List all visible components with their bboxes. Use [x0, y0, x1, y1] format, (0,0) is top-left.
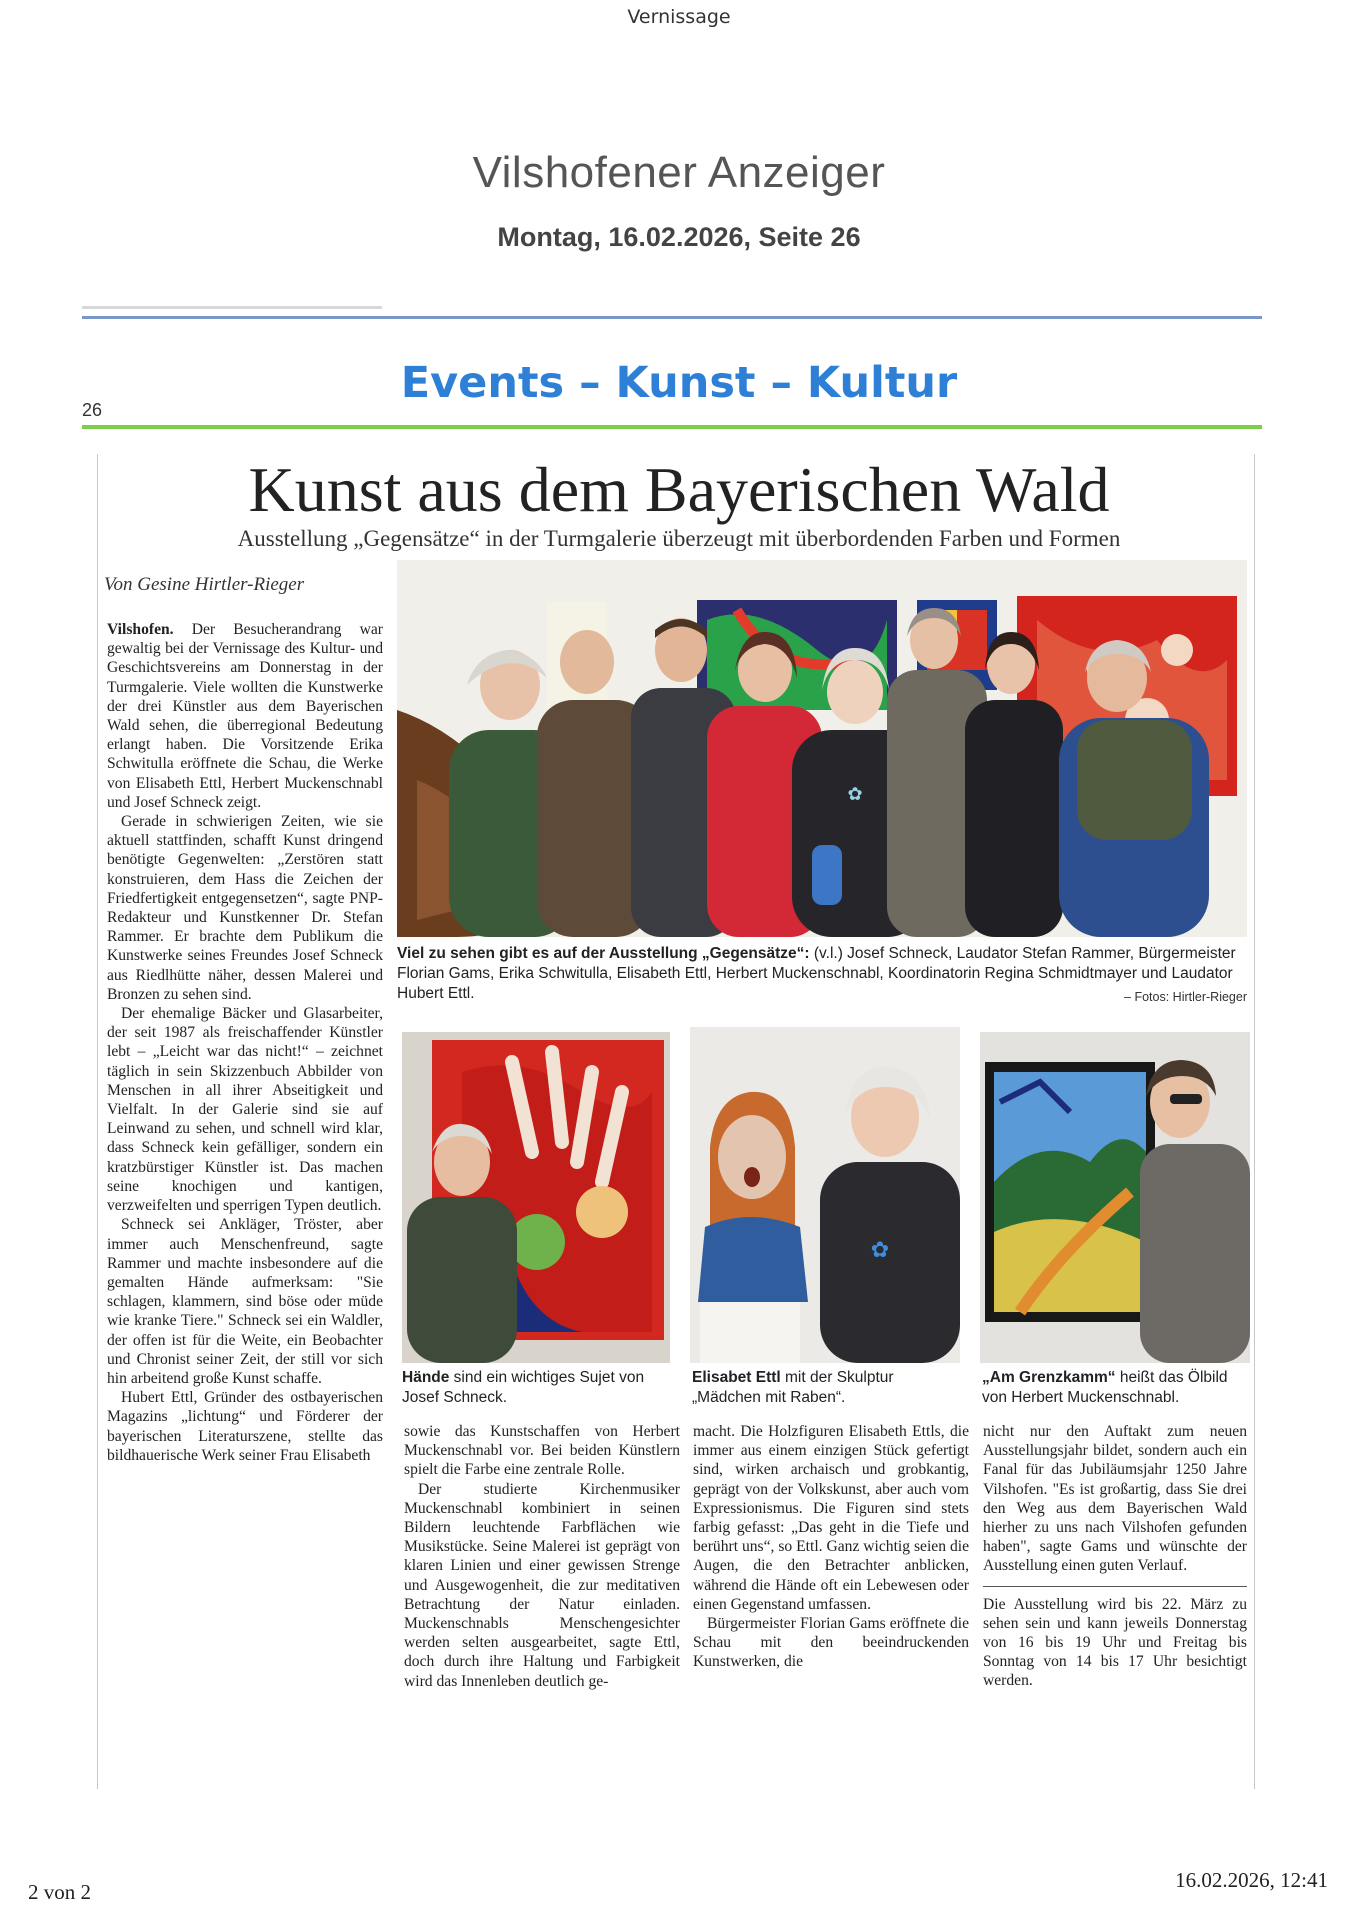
paragraph: Bürgermeister Florian Gams eröffnete die Schau mit den beeindruckenden Kunstwerken, die: [693, 1615, 969, 1671]
page-count: 2 von 2: [28, 1880, 91, 1904]
info-divider: [983, 1586, 1247, 1587]
group-photo: [397, 560, 1247, 937]
faint-rule: [82, 306, 382, 309]
print-timestamp: 16.02.2026, 12:41: [1175, 1868, 1328, 1892]
paragraph: Hubert Ettl, Gründer des ostbayerischen Magazins „lichtung“ und Förderer der bayerischen Literaturszene, stellte das bildhauerische Werk seiner Frau Elisabeth: [107, 1389, 383, 1464]
article-frame-left: [97, 454, 98, 1789]
article-subheadline: Ausstellung „Gegensätze“ in der Turmgalerie überzeugt mit überbordenden Farben und Formen: [237, 526, 1121, 551]
issue-date-line: Montag, 16.02.2026, Seite 26: [497, 222, 861, 252]
photo-muckenschnabl: [980, 1032, 1250, 1363]
photo-credit: – Fotos: Hirtler-Rieger: [1124, 990, 1247, 1004]
ettl-caption-text: mit der Skulptur „Mädchen mit Raben“.: [692, 1369, 894, 1406]
exhibition-info: Die Ausstellung wird bis 22. März zu sehen sein und kann jeweils Donnerstag von 16 bis 19 Uhr und Freitag bis Sonntag von 14 bis 17 Uhr besichtigt werden.: [983, 1595, 1247, 1690]
ettl-caption-lead: Elisabet Ettl: [692, 1369, 781, 1386]
article-column-2: [404, 1422, 680, 1691]
photo-ettl: [690, 1027, 960, 1363]
schneck-caption-lead: Hände: [402, 1369, 450, 1386]
paragraph: Der ehemalige Bäcker und Glasarbeiter, der seit 1987 als freischaffender Künstler lebt – „Leicht war das nicht!“ – zeichnet täglich in sein Skizzenbuch Abbilder von Menschen in all ihrer Abseitigkeit und Vielfalt. In der Galerie sind sie auf Leinwand zu sehen, und schnell wird klar, dass Schneck kein gefälliger, sondern ein kratzbürstiger Künstler ist. Das machen seine knochigen und kantigen, verzweifelten und sperrigen Typen deutlich.: [107, 1005, 383, 1215]
article-frame-right: [1254, 454, 1255, 1789]
svg-text:✿: ✿: [847, 784, 863, 805]
article-column-4: [983, 1422, 1247, 1691]
group-caption-text: (v.l.) Josef Schneck, Laudator Stefan Rammer, Bürgermeister Florian Gams, Erika Schwitulla, Elisabeth Ettl, Herbert Muckenschnabl, Koordinatorin Regina Schmidtmayer und Laudator Hubert Ettl.: [397, 945, 1236, 1002]
photo-schneck-caption: [402, 1368, 670, 1408]
paragraph-text: Der Besucherandrang war gewaltig bei der Vernissage des Kultur- und Geschichtsvereins am Donnerstag in der Turmgalerie. Viele wollten die Kunstwerke der drei Künstler aus dem Bayerischen Wald sehen, die überregional Bedeutung erlangt haben. Die Vorsitzende Erika Schwitulla eröffnete die Schau, die Werke von Elisabeth Ettl, Herbert Muckenschnabl und Josef Schneck zeigt.: [107, 621, 383, 811]
paragraph: [107, 620, 383, 812]
photo-ettl-caption: [692, 1368, 960, 1408]
photo-muckenschnabl-caption: [982, 1368, 1250, 1408]
paragraph: Gerade in schwierigen Zeiten, wie sie aktuell stattfinden, schafft Kunst dringend benötigte Gegenwelten: „Zerstören statt konstruieren, dem Hass die Zeichen der Friedfertigkeit entgegensetzen“, sagte PNP-Redakteur und Kunstkenner Dr. Stefan Rammer. Er brachte dem Publikum die Kunstwerke seines Freundes Josef Schneck aus Riedlhütte näher, dessen Malerei und Bronzen zu sehen sind.: [107, 813, 383, 1003]
paragraph: nicht nur den Auftakt zum neuen Ausstellungsjahr bildet, sondern auch ein Fanal für das Jubiläumsjahr 1250 Jahre Vilshofen. "Es ist großartig, dass Sie drei den Weg aus dem Bayerischen Wald hierher zu uns nach Vilshofen gefunden haben", sagte Gams und wünschte der Ausstellung einen guten Verlauf.: [983, 1423, 1247, 1575]
muckenschnabl-caption-lead: „Am Grenzkamm“: [982, 1369, 1116, 1386]
page-number: 26: [82, 400, 103, 420]
svg-text:✿: ✿: [870, 1238, 890, 1263]
photo-schneck: [402, 1032, 670, 1363]
group-photo-caption: [397, 944, 1247, 1004]
paragraph: Schneck sei Ankläger, Tröster, aber immer auch Menschenfreund, sagte Rammer und machte insbesondere auf die gemalten Hände aufmerksam: "Sie schlagen, klammern, sind böse oder müde wie kranke Tiere." Schneck sei ein Waldler, der offen ist für die Weite, ein Beobachter und Chronist seiner Zeit, der still vor sich hin arbeitend große Kunst schaffe.: [107, 1216, 383, 1387]
blue-rule: [82, 316, 1262, 319]
dateline: Vilshofen.: [107, 621, 174, 638]
schneck-caption-text: sind ein wichtiges Sujet von Josef Schneck.: [402, 1369, 645, 1406]
article-byline: Von Gesine Hirtler-Rieger: [104, 574, 305, 595]
print-header: Vernissage: [627, 6, 731, 28]
section-rubric: Events – Kunst – Kultur: [400, 358, 958, 408]
paragraph: macht. Die Holzfiguren Elisabeth Ettls, die immer aus einem einzigen Stück gefertigt sind, wirken archaisch und grobkantig, geprägt von der Volkskunst, aber auch vom Expressionismus. Die Figuren sind stets farbig gefasst: „Das geht in die Tiefe und berührt uns“, so Ettl. Ganz wichtig seien die Augen, die den Betrachter anblicken, während die Hände oft ein Lebewesen oder einen Gegenstand umfassen.: [693, 1423, 969, 1613]
green-rule: [82, 425, 1262, 429]
paragraph: sowie das Kunstschaffen von Herbert Muckenschnabl vor. Bei beiden Künstlern spielt die Farbe eine zentrale Rolle.: [404, 1423, 680, 1479]
paragraph: Der studierte Kirchenmusiker Muckenschnabl kombiniert in seinen Bildern leuchtende Farbflächen wie Musikstücke. Seine Malerei ist geprägt von klaren Linien und einer gewissen Strenge und Ausgewogenheit, die zur meditativen Betrachtung der Natur einladen. Muckenschnabls Menschengesichter werden selten ausgearbeitet, sagte Ettl, doch durch ihre Haltung und Farbigkeit wird das Innenleben deutlich ge-: [404, 1480, 680, 1690]
article-column-3: [693, 1422, 969, 1672]
article-headline: Kunst aus dem Bayerischen Wald: [248, 454, 1110, 525]
group-caption-lead: Viel zu sehen gibt es auf der Ausstellung „Gegensätze“:: [397, 945, 810, 962]
article-column-1: [107, 620, 383, 1465]
muckenschnabl-caption-text: heißt das Ölbild von Herbert Muckenschnabl.: [982, 1369, 1228, 1406]
newspaper-name: Vilshofener Anzeiger: [472, 148, 886, 197]
